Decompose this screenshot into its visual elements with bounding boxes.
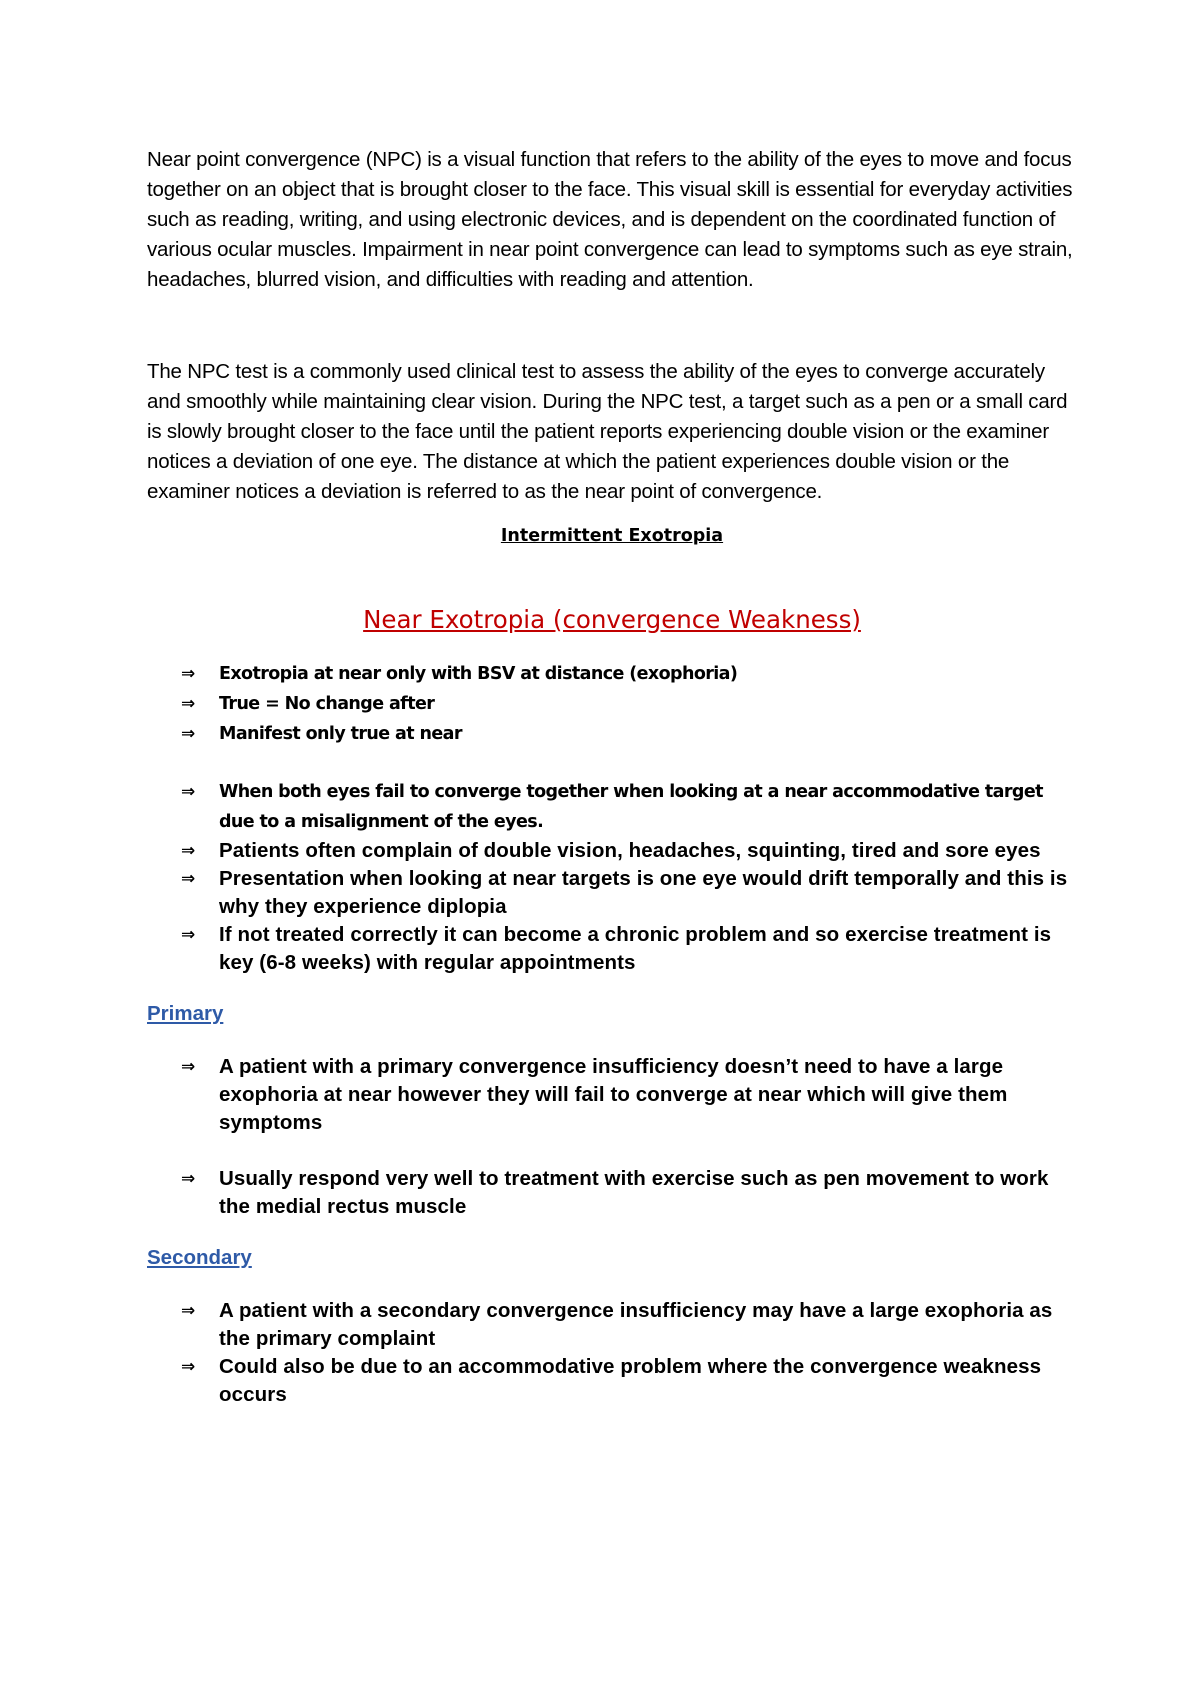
arrow-bullet-icon: ⇒ xyxy=(181,1357,196,1377)
list-item: ⇒ Usually respond very well to treatment with exercise such as pen movement to work the medial rectus muscle xyxy=(181,1167,1049,1218)
arrow-bullet-icon: ⇒ xyxy=(181,664,195,684)
intro-paragraph-npc-definition: Near point convergence (NPC) is a visual function that refers to the ability of the eyes to move and focus together on an object that is brought closer to the face. This visual skill is essential for everyday activities such as reading, writing, and using electronic devices, and is dependent on the coordinated function of various ocular muscles. Impairment in near point convergence can lead to symptoms such as eye strain, headaches, blurred vision, and difficulties with reading and attention. xyxy=(147,148,1073,291)
list-item: ⇒ Manifest only true at near xyxy=(147,719,1077,749)
near-exotropia-list-symptoms xyxy=(147,837,1077,977)
list-item: ⇒ If not treated correctly it can become a chronic problem and so exercise treatment is key (6-8 weeks) with regular appointments xyxy=(181,923,1052,974)
heading-near-exotropia: Near Exotropia (convergence Weakness) xyxy=(363,605,861,634)
list-item: ⇒ Exotropia at near only with BSV at distance (exophoria) xyxy=(147,659,1077,689)
list-item: ⇒ Could also be due to an accommodative problem where the convergence weakness occurs xyxy=(181,1355,1042,1406)
arrow-bullet-icon: ⇒ xyxy=(181,1057,196,1077)
arrow-bullet-icon: ⇒ xyxy=(181,782,195,802)
heading-intermittent-exotropia: Intermittent Exotropia xyxy=(500,526,724,546)
list-item: ⇒ Patients often complain of double vision, headaches, squinting, tired and sore eyes xyxy=(147,837,1077,865)
secondary-list xyxy=(147,1297,1077,1409)
arrow-bullet-icon: ⇒ xyxy=(181,869,196,889)
list-item: ⇒ True = No change after xyxy=(147,689,1077,719)
intro-paragraph-npc-test: The NPC test is a commonly used clinical test to assess the ability of the eyes to converge accurately and smoothly while maintaining clear vision. During the NPC test, a target such as a pen or a small card is slowly brought closer to the face until the patient reports experiencing double vision or the examiner notices a deviation of one eye. The distance at which the patient experiences double vision or the examiner notices a deviation is referred to as the near point of convergence. xyxy=(147,360,1068,503)
heading-primary: Primary xyxy=(147,1002,224,1025)
list-item: ⇒ A patient with a secondary convergence insufficiency may have a large exophoria as the primary complaint xyxy=(181,1299,1053,1350)
arrow-bullet-icon: ⇒ xyxy=(181,694,195,714)
document-page xyxy=(147,145,1077,1409)
heading-secondary: Secondary xyxy=(147,1246,252,1269)
arrow-bullet-icon: ⇒ xyxy=(181,1301,196,1321)
list-item: ⇒ When both eyes fail to converge together when looking at a near accommodative target due to a misalignment of the eyes. xyxy=(147,777,1077,837)
primary-list xyxy=(147,1053,1077,1221)
list-item: ⇒ Presentation when looking at near targets is one eye would drift temporally and this is why they experience diplopia xyxy=(181,867,1068,918)
arrow-bullet-icon: ⇒ xyxy=(181,925,196,945)
arrow-bullet-icon: ⇒ xyxy=(181,1169,196,1189)
list-item: ⇒ A patient with a primary convergence insufficiency doesn’t need to have a large exophoria at near however they will fail to converge at near which will give them symptoms xyxy=(181,1055,1008,1134)
arrow-bullet-icon: ⇒ xyxy=(181,724,195,744)
near-exotropia-list-short xyxy=(147,659,1077,837)
arrow-bullet-icon: ⇒ xyxy=(181,841,196,861)
